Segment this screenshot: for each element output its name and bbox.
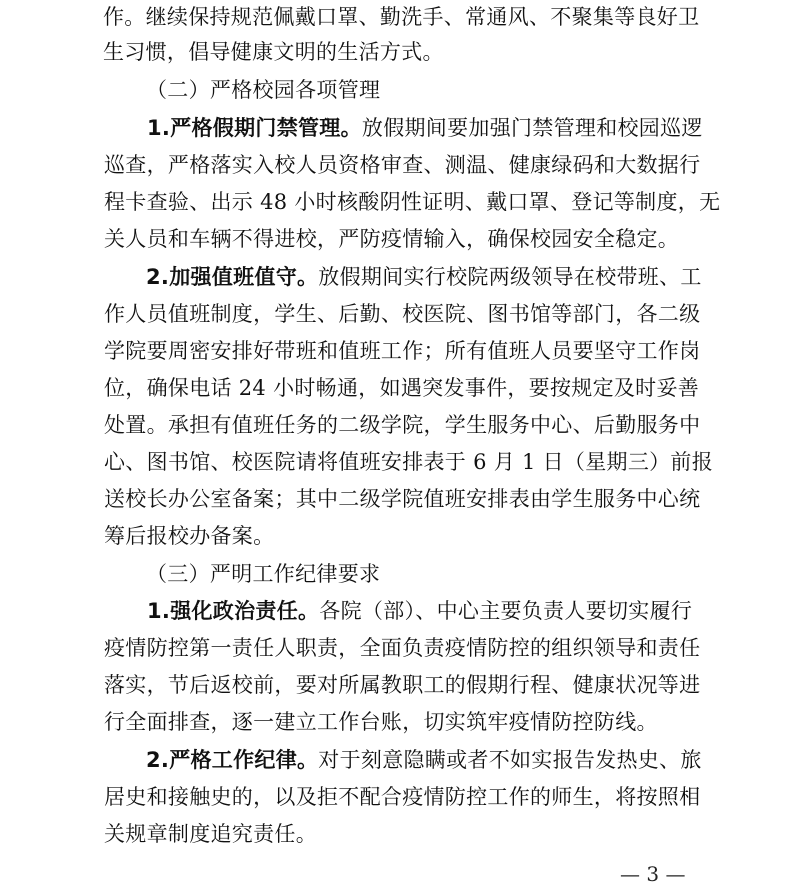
line-text: 作人员值班制度，学生、后勤、校医院、图书馆等部门，各二级 [104, 302, 701, 326]
body-line [103, 37, 794, 67]
line-text: 放假期间要加强门禁管理和校园巡逻 [361, 116, 703, 140]
body-line [104, 150, 794, 180]
line-text: 处置。承担有值班任务的二级学院，学生服务中心、后勤服务中 [104, 413, 701, 437]
paragraph-start-line [147, 113, 794, 143]
body-line [104, 633, 794, 663]
body-line [104, 373, 794, 403]
line-text: 疫情防控第一责任人职责，全面负责疫情防控的组织领导和责任 [104, 636, 701, 660]
body-line [104, 707, 794, 737]
line-text: （二）严格校园各项管理 [146, 78, 381, 102]
section-heading [146, 559, 794, 589]
line-text: 关人员和车辆不得进校，严防疫情输入，确保校园安全稳定。 [104, 227, 680, 251]
body-line [104, 410, 794, 440]
body-line [104, 224, 794, 254]
section-heading [146, 75, 794, 105]
line-text: 居史和接触史的，以及拒不配合疫情防控工作的师生，将按照相 [104, 785, 701, 809]
body-line [104, 299, 794, 329]
line-text: 学院要周密安排好带班和值班工作；所有值班人员要坚守工作岗 [104, 339, 701, 363]
line-text: 程卡查验、出示 48 小时核酸阴性证明、戴口罩、登记等制度，无 [104, 190, 721, 214]
line-text: （三）严明工作纪律要求 [146, 562, 381, 586]
line-text: 作。继续保持规范佩戴口罩、勤洗手、常通风、不聚集等良好卫 [103, 5, 700, 29]
item-heading: 1.严格假期门禁管理。 [147, 116, 362, 140]
paragraph-start-line [146, 262, 794, 292]
line-text: 各院（部）、中心主要负责人要切实履行 [319, 599, 693, 623]
item-heading: 2.加强值班值守。 [146, 265, 319, 289]
body-line [104, 670, 794, 700]
line-text: 生习惯，倡导健康文明的生活方式。 [103, 40, 444, 64]
body-line [104, 819, 794, 849]
paragraph-start-line [146, 745, 794, 775]
line-text: 位，确保电话 24 小时畅通，如遇突发事件，要按规定及时妥善 [104, 376, 700, 400]
line-text: 对于刻意隐瞒或者不如实报告发热史、旅 [318, 748, 702, 772]
line-text: 送校长办公室备案；其中二级学院值班安排表由学生服务中心统 [104, 487, 701, 511]
item-heading: 2.严格工作纪律。 [146, 748, 319, 772]
line-text: 心、图书馆、校医院请将值班安排表于 6 月 1 日（星期三）前报 [104, 450, 714, 474]
body-line [104, 782, 794, 812]
page-number: — 3 — [620, 862, 686, 886]
body-line [104, 484, 794, 514]
body-line [104, 447, 794, 477]
body-line [104, 521, 794, 551]
line-text: 放假期间实行校院两级领导在校带班、工 [318, 265, 702, 289]
line-text: 关规章制度追究责任。 [104, 822, 317, 846]
line-text: 巡查，严格落实入校人员资格审查、测温、健康绿码和大数据行 [104, 153, 701, 177]
line-text: 落实，节后返校前，要对所属教职工的假期行程、健康状况等进 [104, 673, 701, 697]
body-line [104, 336, 794, 366]
body-line [103, 2, 794, 32]
item-heading: 1.强化政治责任。 [147, 599, 320, 623]
paragraph-start-line [147, 596, 794, 626]
line-text: 行全面排查，逐一建立工作台账，切实筑牢疫情防控防线。 [104, 710, 658, 734]
body-line [104, 187, 794, 217]
line-text: 筹后报校办备案。 [104, 524, 275, 548]
